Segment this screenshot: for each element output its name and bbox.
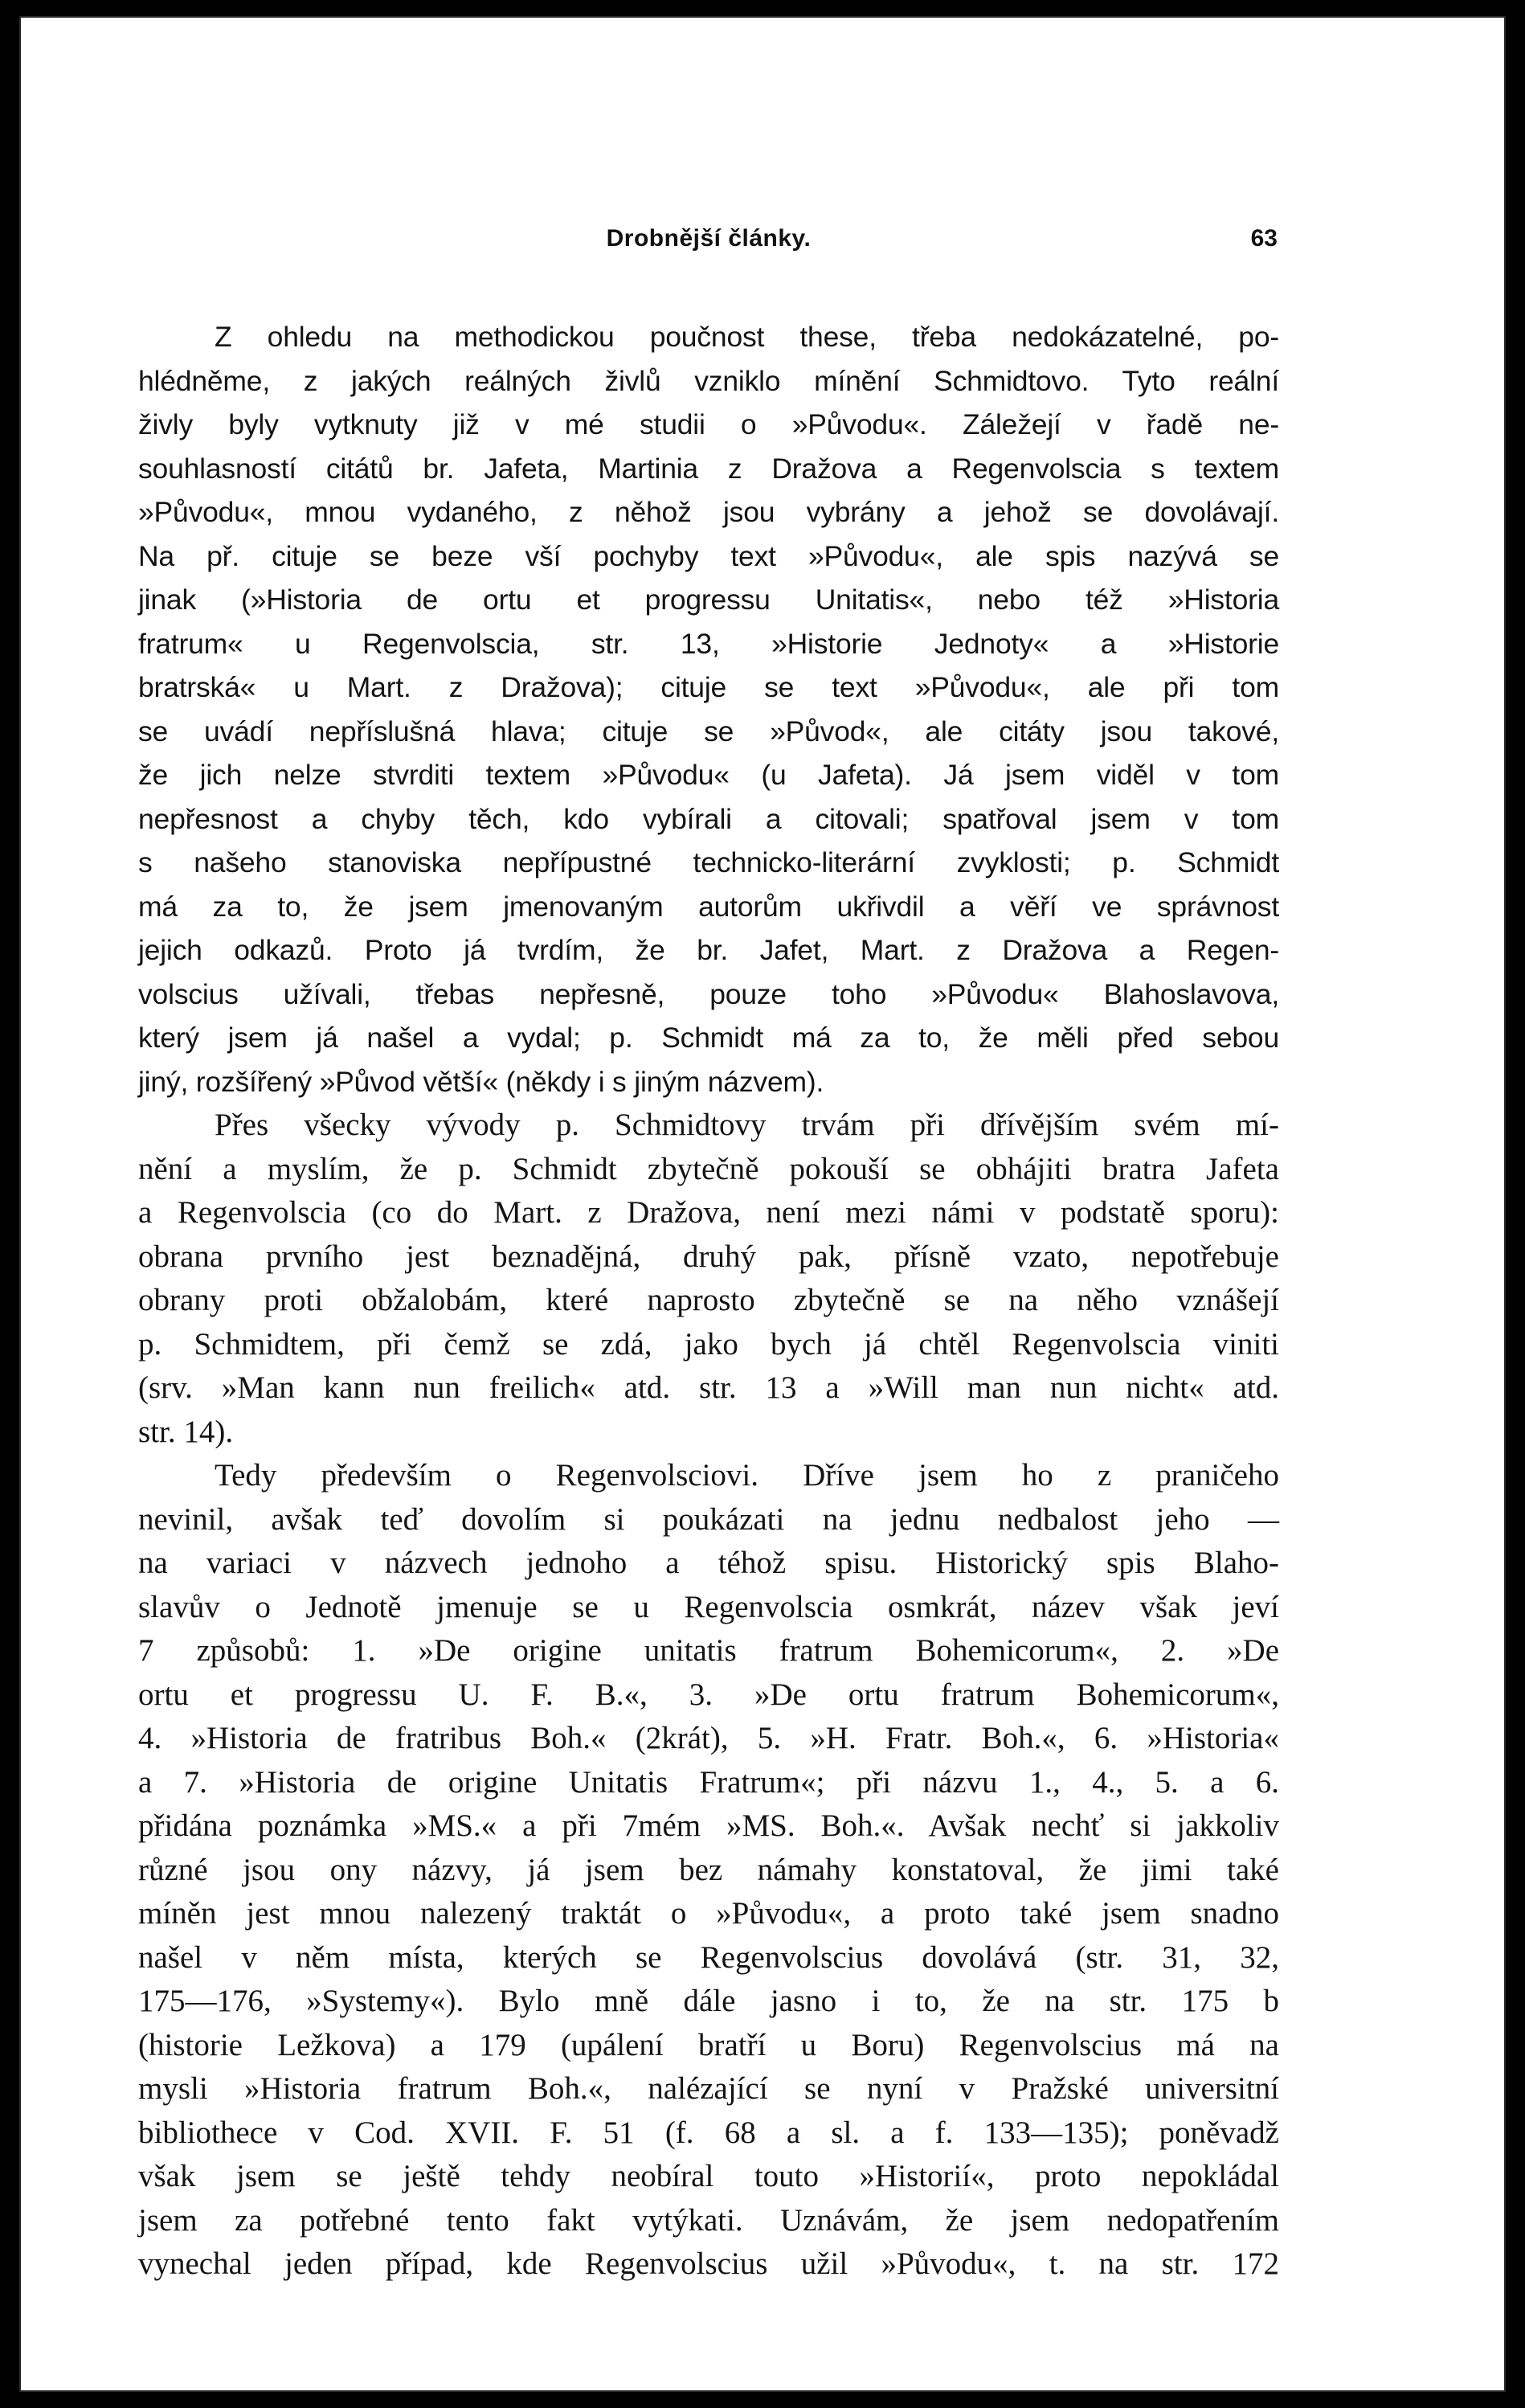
text-line: Tedy především o Regenvolsciovi. Dříve jsem ho z praničeho	[215, 1458, 1279, 1493]
text-line: Přes všecky vývody p. Schmidtovy trvám při dřívějším svém mí-	[215, 1108, 1279, 1142]
text-line: a 7. »Historia de origine Unitatis Fratrum«; při názvu 1., 4., 5. a 6.	[138, 1764, 1279, 1800]
text-line: našel v něm místa, kterých se Regenvolscius dovolává (str. 31, 32,	[138, 1939, 1279, 1975]
text-line: míněn jest mnou nalezený traktát o »Původu«, a proto také jsem snadno	[138, 1896, 1279, 1931]
text-line: Z ohledu na methodickou poučnost these, třeba nedokázatelné, po-	[215, 321, 1279, 353]
paragraph-2	[138, 1104, 1279, 1454]
text-line: volscius užívali, třebas nepřesně, pouze toho »Původu« Blahoslavova,	[138, 977, 1279, 1010]
text-line: se uvádí nepříslušná hlava; cituje se »Původ«, ale citáty jsou takové,	[138, 715, 1279, 747]
text-line: souhlasností citátů br. Jafeta, Martinia z Dražova a Regenvolscia s textem	[138, 452, 1279, 485]
text-line: má za to, že jsem jmenovaným autorům ukřivdil a věří ve správnost	[138, 890, 1279, 923]
body-text	[138, 315, 1279, 2287]
text-line: na variaci v názvech jednoho a téhož spisu. Historický spis Blaho-	[138, 1546, 1279, 1580]
text-line: (historie Ležkova) a 179 (upálení bratří u Boru) Regenvolscius má na	[138, 2027, 1279, 2062]
text-line: Na př. cituje se beze vší pochyby text »Původu«, ale spis nazývá se	[138, 539, 1279, 572]
text-line: a Regenvolscia (co do Mart. z Dražova, není mezi námi v podstatě sporu):	[138, 1195, 1279, 1230]
text-line: (srv. »Man kann nun freilich« atd. str. 13 a »Will man nun nicht« atd.	[138, 1370, 1279, 1405]
paragraph-3	[138, 1454, 1279, 2287]
paragraph-1	[138, 315, 1279, 1104]
text-line: však jsem se ještě tehdy neobíral touto »Historií«, proto nepokládal	[138, 2159, 1279, 2193]
text-line: různé jsou ony názvy, já jsem bez námahy konstatoval, že jimi také	[138, 1852, 1279, 1887]
text-line: 4. »Historia de fratribus Boh.« (2krát), 5. »H. Fratr. Boh.«, 6. »Historia«	[138, 1721, 1279, 1755]
text-line: jinak (»Historia de ortu et progressu Unitatis«, nebo též »Historia	[138, 584, 1279, 616]
text-line: 175—176, »Systemy«). Bylo mně dále jasno i to, že na str. 175 b	[138, 1984, 1279, 2018]
text-line: mysli »Historia fratrum Boh.«, nalézající se nyní v Pražské universitní	[138, 2071, 1279, 2106]
text-line: ortu et progressu U. F. B.«, 3. »De ortu fratrum Bohemicorum«,	[138, 1677, 1279, 1712]
text-line: bratrská« u Mart. z Dražova); cituje se text »Původu«, ale při tom	[138, 671, 1279, 703]
text-line: jiný, rozšířený »Původ větší« (někdy i s jiným názvem).	[138, 1065, 824, 1098]
text-line: jsem za potřebné tento fakt vytýkati. Uznávám, že jsem nedopatřením	[138, 2202, 1279, 2238]
text-line: vynechal jeden případ, kde Regenvolscius užil »Původu«, t. na str. 172	[138, 2246, 1279, 2281]
page-header	[140, 225, 1278, 267]
text-line: slavův o Jednotě jmenuje se u Regenvolscia osmkrát, název však jeví	[138, 1589, 1279, 1624]
text-line: hlédněme, z jakých reálných živlů vzniklo mínění Schmidtovo. Tyto reální	[138, 364, 1279, 397]
text-line: bibliothece v Cod. XVII. F. 51 (f. 68 a sl. a f. 133—135); poněvadž	[138, 2115, 1279, 2150]
page-number: 63	[1250, 225, 1278, 252]
text-line: obrany proti obžalobám, které naprosto zbytečně se na něho vznášejí	[138, 1283, 1279, 1317]
text-line: jejich odkazů. Proto já tvrdím, že br. Jafet, Mart. z Dražova a Regen-	[138, 934, 1279, 966]
text-line: nepřesnost a chyby těch, kdo vybírali a citovali; spatřoval jsem v tom	[138, 802, 1279, 835]
running-title: Drobnější články.	[606, 225, 812, 252]
text-line: »Původu«, mnou vydaného, z něhož jsou vybrány a jehož se dovolávají.	[138, 496, 1279, 528]
text-line: nevinil, avšak teď dovolím si poukázati na jednu nedbalost jeho —	[138, 1501, 1279, 1537]
text-line: nění a myslím, že p. Schmidt zbytečně pokouší se obhájiti bratra Jafeta	[138, 1151, 1279, 1186]
text-line: 7 způsobů: 1. »De origine unitatis fratrum Bohemicorum«, 2. »De	[138, 1633, 1279, 1668]
text-line: obrana prvního jest beznadějná, druhý pak, přísně vzato, nepotřebuje	[138, 1239, 1279, 1274]
text-line: str. 14).	[138, 1414, 234, 1449]
text-line: že jich nelze stvrditi textem »Původu« (u Jafeta). Já jsem viděl v tom	[138, 759, 1279, 791]
text-line: p. Schmidtem, při čemž se zdá, jako bych já chtěl Regenvolscia viniti	[138, 1326, 1279, 1362]
book-page	[19, 16, 1506, 2392]
text-line: s našeho stanoviska nepřípustné technicko-literární zvyklosti; p. Schmidt	[138, 846, 1279, 878]
text-line: který jsem já našel a vydal; p. Schmidt má za to, že měli před sebou	[138, 1022, 1279, 1054]
text-line: přidána poznámka »MS.« a při 7mém »MS. Boh.«. Avšak nechť si jakkoliv	[138, 1808, 1279, 1843]
text-line: fratrum« u Regenvolscia, str. 13, »Historie Jednoty« a »Historie	[138, 627, 1279, 660]
text-line: živly byly vytknuty již v mé studii o »Původu«. Záležejí v řadě ne-	[138, 408, 1279, 440]
